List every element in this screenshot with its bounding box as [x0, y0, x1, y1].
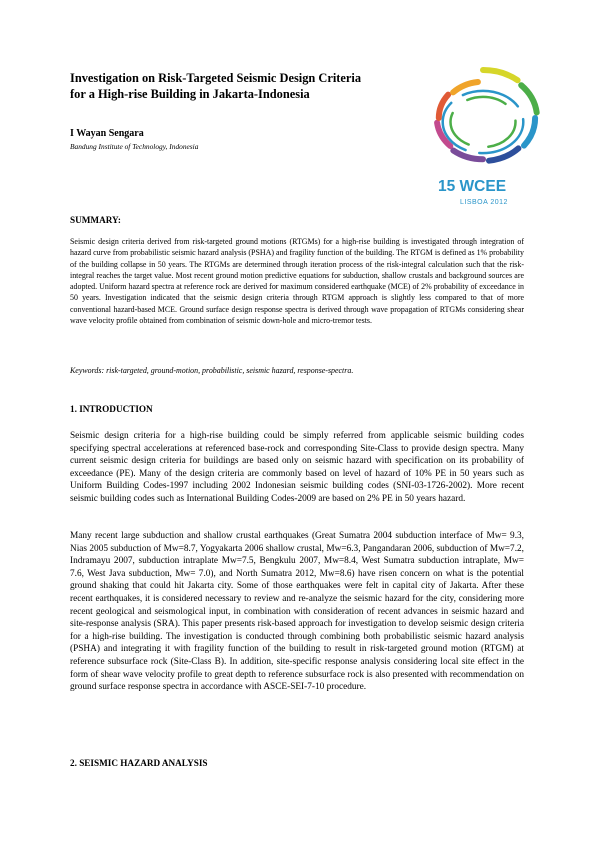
logo-ring-arc	[521, 85, 537, 112]
logo-inner-ring	[443, 91, 524, 153]
logo-subtext: LISBOA 2012	[460, 199, 508, 206]
logo-inner-ring	[451, 97, 516, 147]
conference-logo	[420, 58, 546, 208]
author-affiliation: Bandung Institute of Technology, Indonesia	[70, 142, 199, 151]
summary-text: Seismic design criteria derived from risk-targeted ground motions (RTGMs) for a high-rise building is investigated through integration of hazard curve from probabilistic seismic hazard analysis (PSHA) and fragility function of the building. The RTGM is defined as 1% probability of the building collapse in 50 years. The RTGMs are determined through iteration process of the risk-integral calculation such that the risk-integral reaches the target value. Most recent ground motion predictive equations for subduction, shallow crustals and background sources are adopted. Uniform hazard spectra at reference rock are derived for maximum considered earthquake (MCE) of 2% probability of exceedance in 50 years. Investigation indicated that the seismic design criteria through RTGM approach is slightly less compared to that of more conventional hazard-based MCE. Ground surface design response spectra is derived through wave propagation of RTGMs considering shear wave velocity profile obtained from combination of seismic down-hole and micro-tremor tests.	[70, 237, 524, 326]
title-line-1: Investigation on Risk-Targeted Seismic Design Criteria	[70, 71, 362, 85]
logo-ring-arc	[489, 148, 518, 160]
intro-paragraph-1: Seismic design criteria for a high-rise building could be simply referred from applicable seismic building codes specifying spectral accelerations at referenced base-rock and corresponding Site-Class to provide design spectra. Many current seismic design criteria for buildings are based only on seismic hazard with specification on its probability of exceedance (PE). Many of the design criteria are commonly based on level of hazard of 10% PE in 50 years such as Uniform Building Codes-1997 including 2002 Indonesian seismic building codes (SNI-03-1726-2002). More recent seismic building codes such as International Building Codes-2009 are based on 2% PE in 50 years hazard.	[70, 431, 524, 504]
logo-ring-arc	[483, 70, 518, 80]
logo-ring-arc	[524, 118, 535, 146]
intro-paragraph-2: Many recent large subduction and shallow crustal earthquakes (Great Sumatra 2004 subduction interface of Mw= 9.3, Nias 2005 subduction of Mw=8.7, Yogyakarta 2006 shallow crustal, Mw=6.3, Pangandaran 2006, subduction of Mw=7.2, Indramayu 2007, subduction intraplate Mw=7.5, Bengkulu 2007, Mw=8.4, West Sumatra subduction intraplate, Mw= 7.6, West Java subduction, Mw= 7.0), and North Sumatra 2012, Mw=8.6) have risen concern on what is the potential ground shaking that could hit Jakarta city. Some of those earthquakes were felt in capital city of Jakarta. After these recent earthquakes, it is considered necessary to review and re-analyze the seismic hazard for the city, considering more recent geological and seismological input, in combination with consideration of recent advances in seismic hazard and site-response analysis (SRA). This paper presents risk-based approach for investigation to develop seismic design criteria for a high-rise building. The investigation is conducted through combining both probabilistic seismic hazard analysis (PSHA) and integrating it with fragility function of the building to result in risk-targeted ground motion (RTGM) at reference subsurface rock (Site-Class B). In addition, site-specific response analysis considering local site effect in the form of shear wave velocity profile to great depth to reference subsurface rock is also presented with recommendation on ground surface response spectra in accordance with ASCE-SEI-7-10 procedure.	[70, 531, 524, 693]
section-1-heading: 1. INTRODUCTION	[70, 404, 153, 414]
summary-heading: SUMMARY:	[70, 215, 121, 225]
logo-text: 15 WCEE	[438, 178, 507, 195]
title-line-2: for a High-rise Building in Jakarta-Indonesia	[70, 87, 310, 101]
logo-ring-arc	[453, 151, 483, 160]
paper-title	[70, 70, 410, 102]
author-name: I Wayan Sengara	[70, 128, 144, 139]
section-2-heading: 2. SEISMIC HAZARD ANALYSIS	[70, 758, 208, 768]
keywords: Keywords: risk-targeted, ground-motion, probabilistic, seismic hazard, response-spectra.	[70, 366, 354, 375]
logo-rings	[437, 70, 537, 161]
